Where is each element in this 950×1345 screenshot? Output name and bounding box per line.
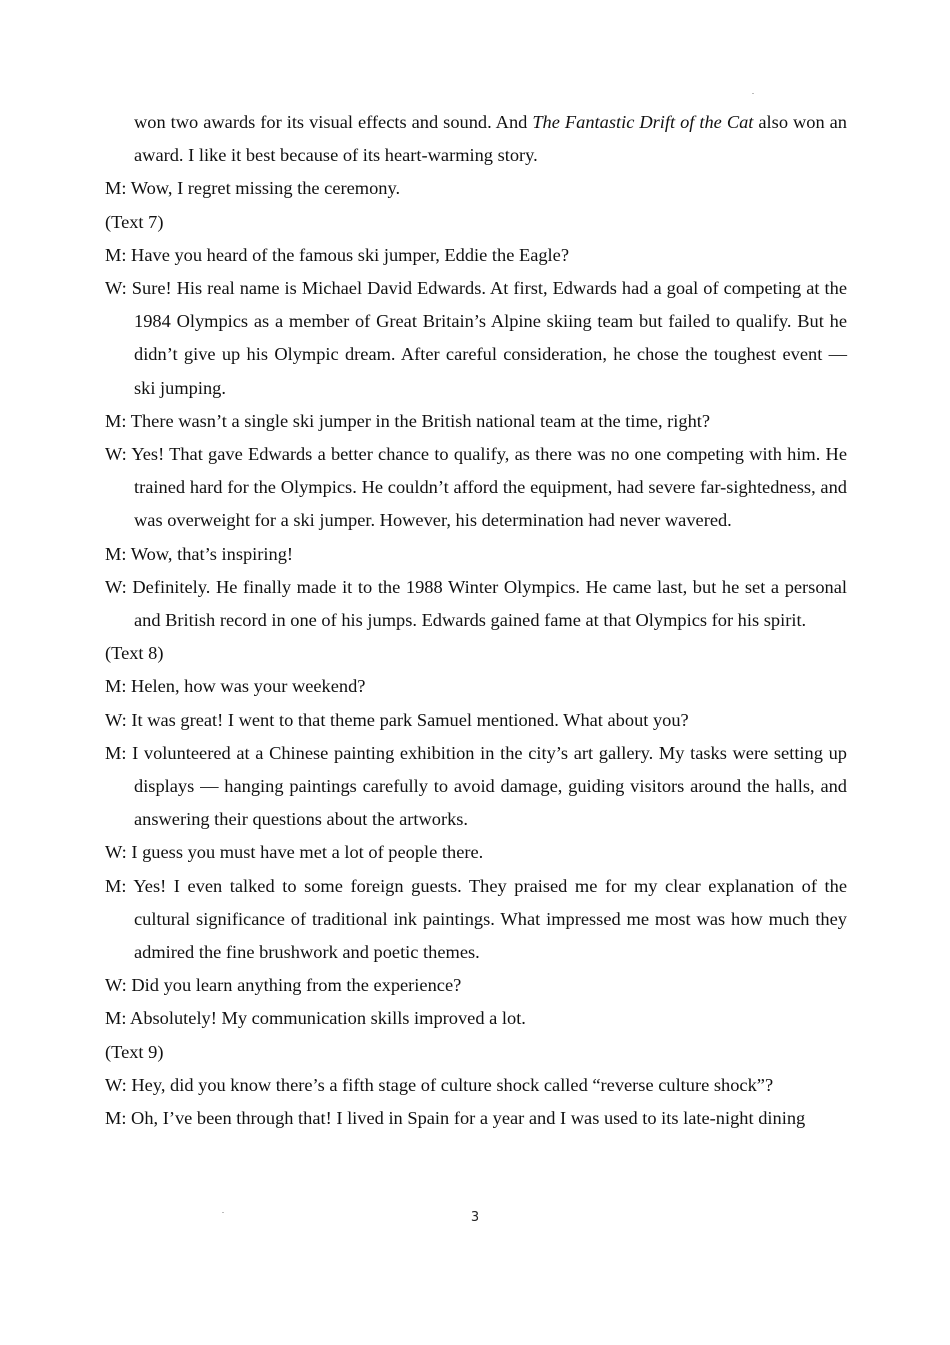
continuation-text-end: also won an award. I like it best because of its heart-warming story. — [134, 112, 848, 166]
dialogue-line: W: Did you learn anything from the experience? — [105, 975, 462, 996]
transcript-body — [105, 106, 847, 1135]
dialogue-continuation — [105, 106, 847, 172]
dialogue-line: M: Oh, I’ve been through that! I lived in Spain for a year and I was used to its late-night dining — [105, 1108, 806, 1129]
continuation-text-start: won two awards for its visual effects and sound. And — [134, 112, 533, 132]
dialogue-line: W: It was great! I went to that theme park Samuel mentioned. What about you? — [105, 709, 689, 730]
text-section-label: (Text 9) — [105, 1041, 164, 1062]
dialogue-line: M: Wow, I regret missing the ceremony. — [105, 178, 401, 199]
page-number: 3 — [470, 1210, 480, 1225]
dialogue-line: W: Yes! That gave Edwards a better chance to qualify, as there was no one competing with him. He trained hard for the Olympics. He couldn’t afford the equipment, had severe far-sightedness, and was overweight for a ski jumper. However, his determination had never wavered. — [105, 444, 847, 531]
dialogue-line: M: Helen, how was your weekend? — [105, 676, 366, 697]
text-section-label: (Text 8) — [105, 643, 164, 664]
dialogue-line: M: There wasn’t a single ski jumper in the British national team at the time, right? — [105, 410, 711, 431]
dialogue-line: W: Definitely. He finally made it to the 1988 Winter Olympics. He came last, but he set a personal and British record in one of his jumps. Edwards gained fame at that Olympics for his spirit. — [105, 576, 847, 631]
dialogue-line: M: Have you heard of the famous ski jumper, Eddie the Eagle? — [105, 244, 569, 265]
text-section-label: (Text 7) — [105, 211, 164, 232]
dialogue-line: M: Yes! I even talked to some foreign guests. They praised me for my clear explanation of the cultural significance of traditional ink paintings. What impressed me most was how much they admired the fine brushwork and poetic themes. — [105, 875, 847, 963]
dialogue-line: M: I volunteered at a Chinese painting exhibition in the city’s art gallery. My tasks were setting up displays — hanging paintings carefully to avoid damage, guiding visitors around the halls, and answering their questions about the artworks. — [105, 742, 847, 830]
film-title: The Fantastic Drift of the Cat — [532, 112, 754, 132]
scan-speck — [752, 93, 754, 94]
dialogue-line: M: Absolutely! My communication skills improved a lot. — [105, 1008, 526, 1029]
dialogue-line: M: Wow, that’s inspiring! — [105, 543, 294, 564]
dialogue-line: W: Sure! His real name is Michael David Edwards. At first, Edwards had a goal of competing at the 1984 Olympics as a member of Great Britain’s Alpine skiing team but failed to qualify. But he didn’t give up his Olympic dream. After careful consideration, he chose the toughest event — ski jumping. — [105, 278, 847, 398]
dialogue-line: W: I guess you must have met a lot of people there. — [105, 842, 484, 863]
dialogue-line: W: Hey, did you know there’s a fifth stage of culture shock called “reverse culture shock”? — [105, 1074, 774, 1095]
